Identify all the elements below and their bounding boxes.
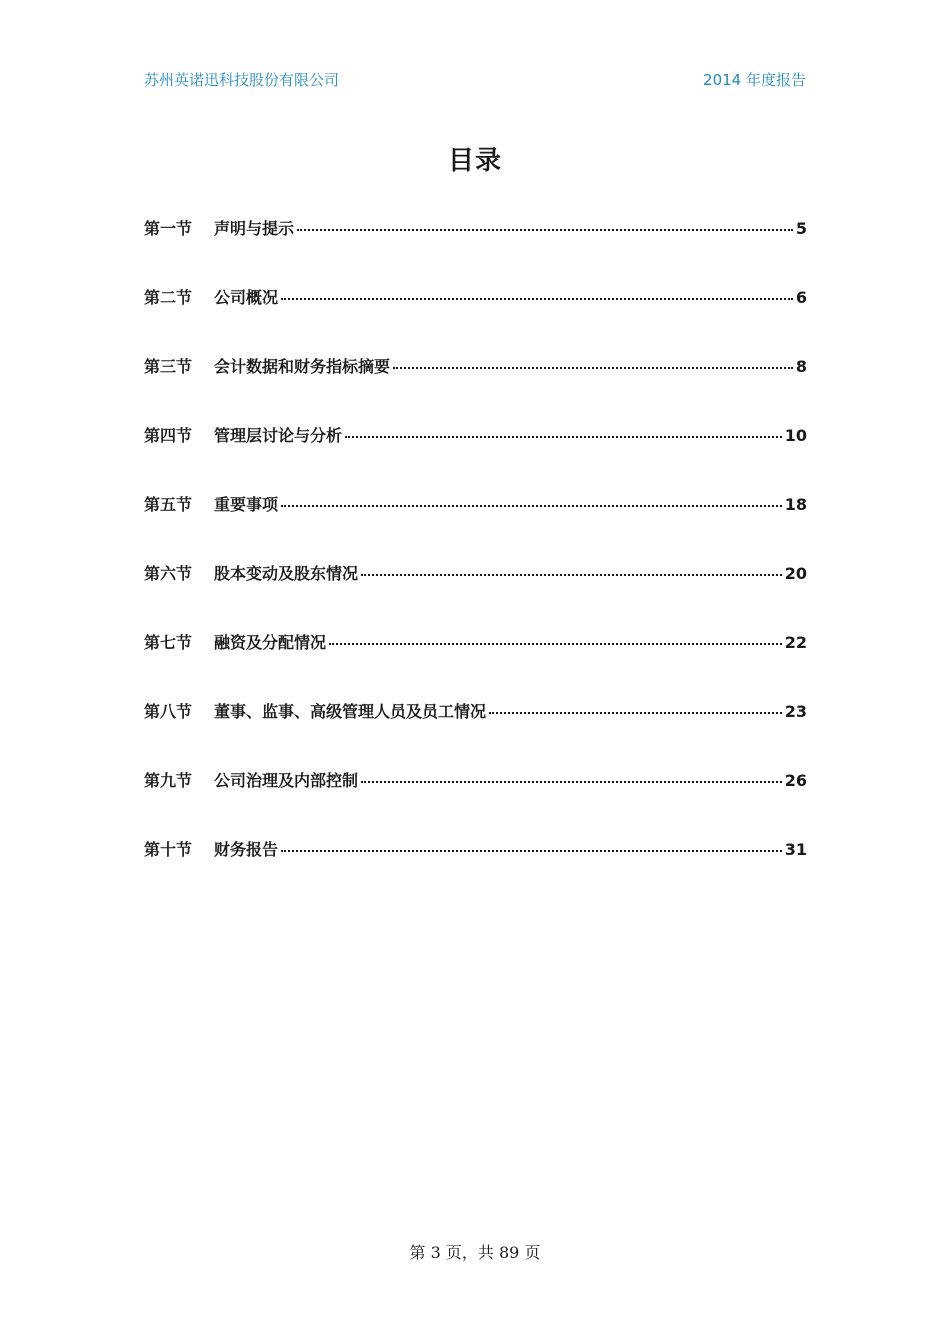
toc-page-number: 23 xyxy=(784,702,807,721)
toc-entry[interactable] xyxy=(144,561,807,630)
toc-page-number: 31 xyxy=(784,840,807,859)
toc-entry[interactable] xyxy=(144,768,807,837)
toc-page-number: 22 xyxy=(784,633,807,652)
toc-section-number: 第五节 xyxy=(144,495,193,514)
toc-entry[interactable] xyxy=(144,423,807,492)
toc-entry[interactable] xyxy=(144,285,807,354)
header-report-title: 2014 年度报告 xyxy=(703,70,806,89)
toc-section-title: 股本变动及股东情况 xyxy=(214,564,359,583)
toc-section-title: 会计数据和财务指标摘要 xyxy=(214,357,391,376)
toc-section-title: 公司治理及内部控制 xyxy=(214,771,359,790)
toc-entry[interactable] xyxy=(144,837,807,906)
toc-dot-leader xyxy=(297,229,793,231)
toc-section-number: 第八节 xyxy=(144,702,193,721)
toc-section-title: 重要事项 xyxy=(214,495,279,514)
toc-dot-leader xyxy=(361,781,782,783)
toc-section-number: 第十节 xyxy=(144,840,193,859)
toc-dot-leader xyxy=(281,850,782,852)
toc-page-number: 6 xyxy=(795,288,807,307)
toc-section-title: 声明与提示 xyxy=(214,219,295,238)
toc-dot-leader xyxy=(345,436,782,438)
toc-section-number: 第七节 xyxy=(144,633,193,652)
toc-page-number: 10 xyxy=(784,426,807,445)
toc-entry[interactable] xyxy=(144,354,807,423)
page-header xyxy=(144,66,806,92)
toc-section-number: 第六节 xyxy=(144,564,193,583)
toc-section-title: 董事、监事、高级管理人员及员工情况 xyxy=(214,702,487,721)
toc-dot-leader xyxy=(489,712,782,714)
toc-page-number: 18 xyxy=(784,495,807,514)
toc-page-number: 5 xyxy=(795,219,807,238)
toc-dot-leader xyxy=(393,367,793,369)
page-title: 目录 xyxy=(447,146,502,176)
page-footer: 第 3 页，共 89 页 xyxy=(409,1243,541,1262)
toc-section-number: 第四节 xyxy=(144,426,193,445)
toc-entry[interactable] xyxy=(144,492,807,561)
table-of-contents xyxy=(144,216,807,906)
toc-section-title: 管理层讨论与分析 xyxy=(214,426,343,445)
toc-section-number: 第一节 xyxy=(144,219,193,238)
toc-section-number: 第二节 xyxy=(144,288,193,307)
toc-section-title: 财务报告 xyxy=(214,840,279,859)
toc-section-title: 融资及分配情况 xyxy=(214,633,327,652)
toc-section-title: 公司概况 xyxy=(214,288,279,307)
toc-entry[interactable] xyxy=(144,699,807,768)
toc-page-number: 26 xyxy=(784,771,807,790)
toc-section-number: 第三节 xyxy=(144,357,193,376)
toc-page-number: 20 xyxy=(784,564,807,583)
toc-dot-leader xyxy=(361,574,782,576)
toc-dot-leader xyxy=(281,505,782,507)
header-company-name: 苏州英诺迅科技股份有限公司 xyxy=(144,70,340,89)
toc-dot-leader xyxy=(329,643,782,645)
toc-dot-leader xyxy=(281,298,793,300)
toc-section-number: 第九节 xyxy=(144,771,193,790)
toc-entry[interactable] xyxy=(144,216,807,285)
toc-entry[interactable] xyxy=(144,630,807,699)
toc-page-number: 8 xyxy=(795,357,807,376)
